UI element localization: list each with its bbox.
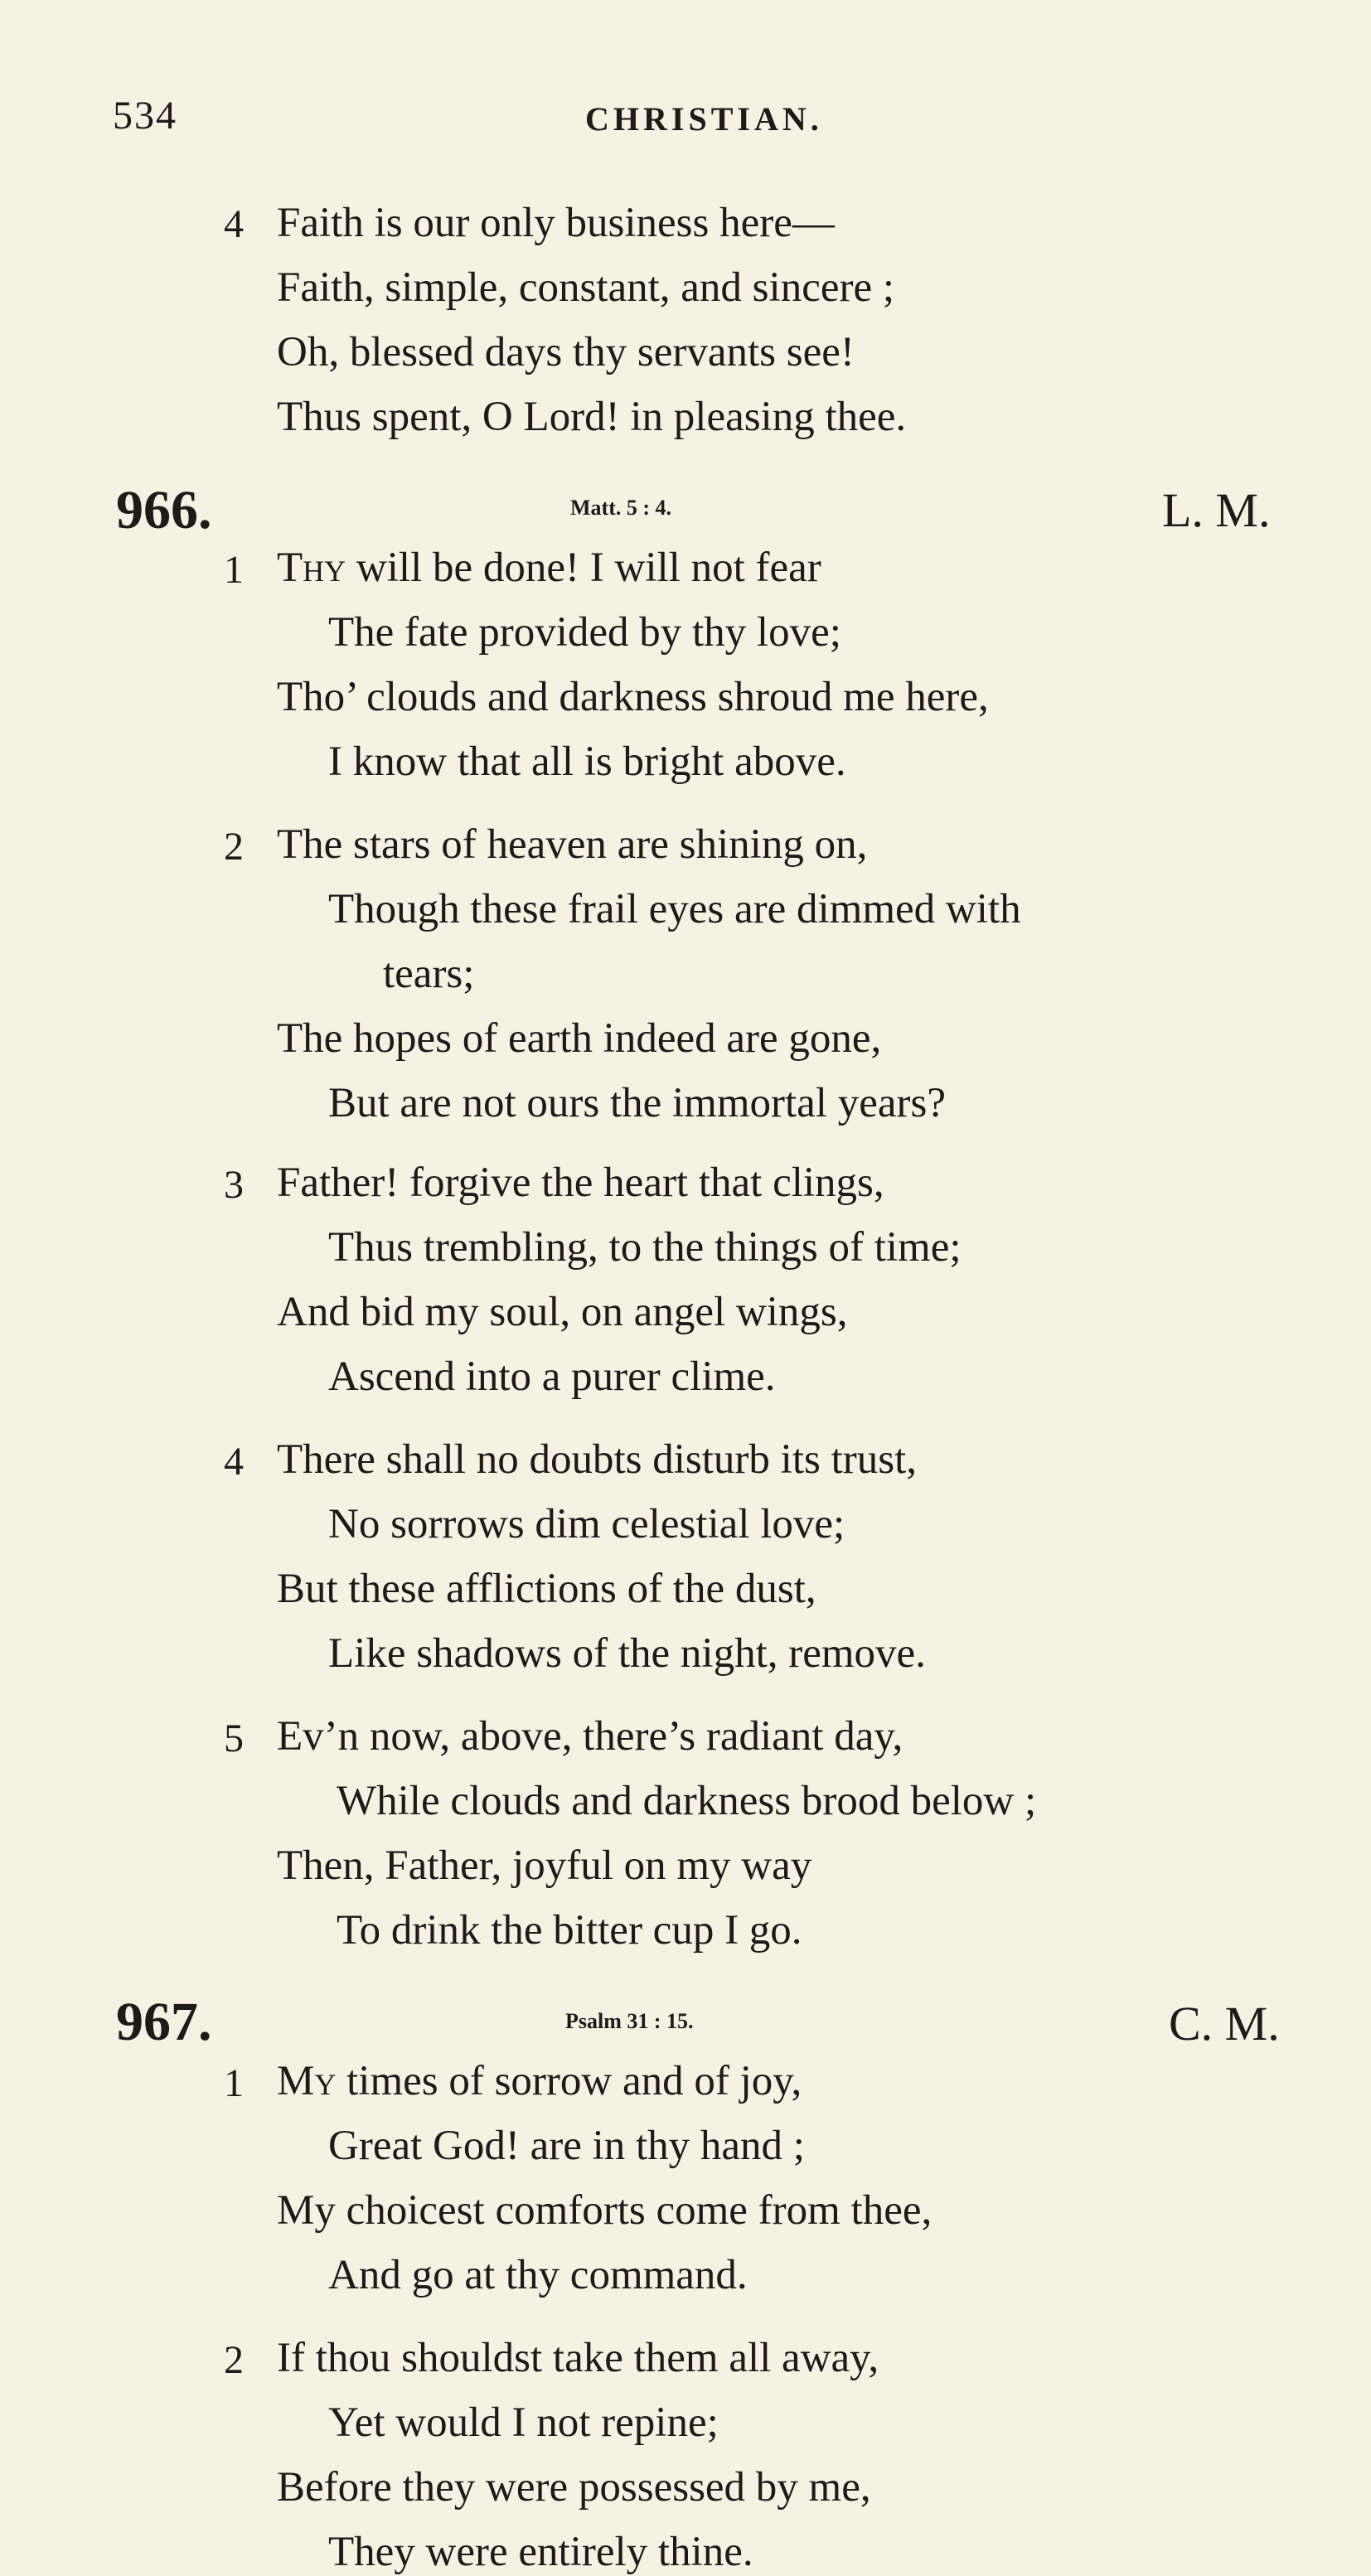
verse-line: Before they were possessed by me, — [277, 2464, 871, 2511]
scripture-reference: Psalm 31 : 15. — [565, 2009, 694, 2033]
verse-line: And bid my soul, on angel wings, — [277, 1289, 848, 1335]
hymn-meter: L. M. — [1162, 483, 1271, 537]
verse-number: 2 — [224, 2338, 244, 2382]
verse-line: Thus trembling, to the things of time; — [328, 1224, 962, 1271]
verse-line: But are not ours the immortal years? — [328, 1080, 946, 1126]
verse-line: They were entirely thine. — [328, 2529, 753, 2575]
verse-line: Ev’n now, above, there’s radiant day, — [277, 1713, 904, 1760]
verse-line: Yet would I not repine; — [328, 2399, 719, 2446]
verse-line: No sorrows dim celestial love; — [328, 1501, 845, 1547]
verse-line: Great God! are in thy hand ; — [328, 2123, 805, 2169]
verse-line: My times of sorrow and of joy, — [277, 2058, 802, 2104]
verse-line: Tho’ clouds and darkness shroud me here, — [277, 674, 989, 720]
hymn-number: 967. — [116, 1992, 212, 2052]
verse-line: To drink the bitter cup I go. — [337, 1907, 802, 1954]
verse-number: 2 — [224, 825, 244, 869]
verse-line: Father! forgive the heart that clings, — [277, 1160, 884, 1206]
verse-line: And go at thy command. — [328, 2252, 748, 2298]
verse-number: 1 — [224, 548, 244, 592]
verse-line: While clouds and darkness brood below ; — [337, 1778, 1037, 1824]
verse-line: Though these frail eyes are dimmed with — [328, 886, 1021, 932]
verse-line: Then, Father, joyful on my way — [277, 1842, 812, 1889]
verse-line: I know that all is bright above. — [328, 738, 846, 785]
verse-number: 4 — [224, 1440, 244, 1484]
verse-line: The stars of heaven are shining on, — [277, 821, 868, 868]
verse-line: tears; — [383, 951, 475, 997]
hymn-meter: C. M. — [1169, 1997, 1280, 2051]
verse-line: Oh, blessed days thy servants see! — [277, 329, 855, 375]
verse-line: Faith is our only business here— — [277, 200, 835, 246]
hymn-number: 966. — [116, 480, 212, 540]
verse-line: Like shadows of the night, remove. — [328, 1630, 926, 1677]
scripture-reference: Matt. 5 : 4. — [570, 496, 672, 520]
verse-line: The hopes of earth indeed are gone, — [277, 1015, 882, 1062]
verse-number: 4 — [224, 202, 244, 246]
verse-line: My choicest comforts come from thee, — [277, 2187, 933, 2234]
verse-line: Thus spent, O Lord! in pleasing thee. — [277, 394, 907, 440]
verse-line: But these afflictions of the dust, — [277, 1566, 816, 1612]
verse-line: If thou shouldst take them all away, — [277, 2335, 879, 2381]
verse-line: Ascend into a purer clime. — [328, 1353, 776, 1400]
verse-number: 1 — [224, 2061, 244, 2105]
running-title: CHRISTIAN. — [585, 100, 823, 138]
verse-line: Thy will be done! I will not fear — [277, 545, 821, 591]
verse-number: 5 — [224, 1717, 244, 1760]
verse-line: The fate provided by thy love; — [328, 609, 841, 656]
first-word: My — [277, 2058, 337, 2104]
page-number: 534 — [113, 94, 177, 138]
verse-line: Faith, simple, constant, and sincere ; — [277, 264, 895, 311]
verse-number: 3 — [224, 1163, 244, 1207]
verse-line: There shall no doubts disturb its trust, — [277, 1436, 918, 1483]
first-word: Thy — [277, 545, 346, 591]
